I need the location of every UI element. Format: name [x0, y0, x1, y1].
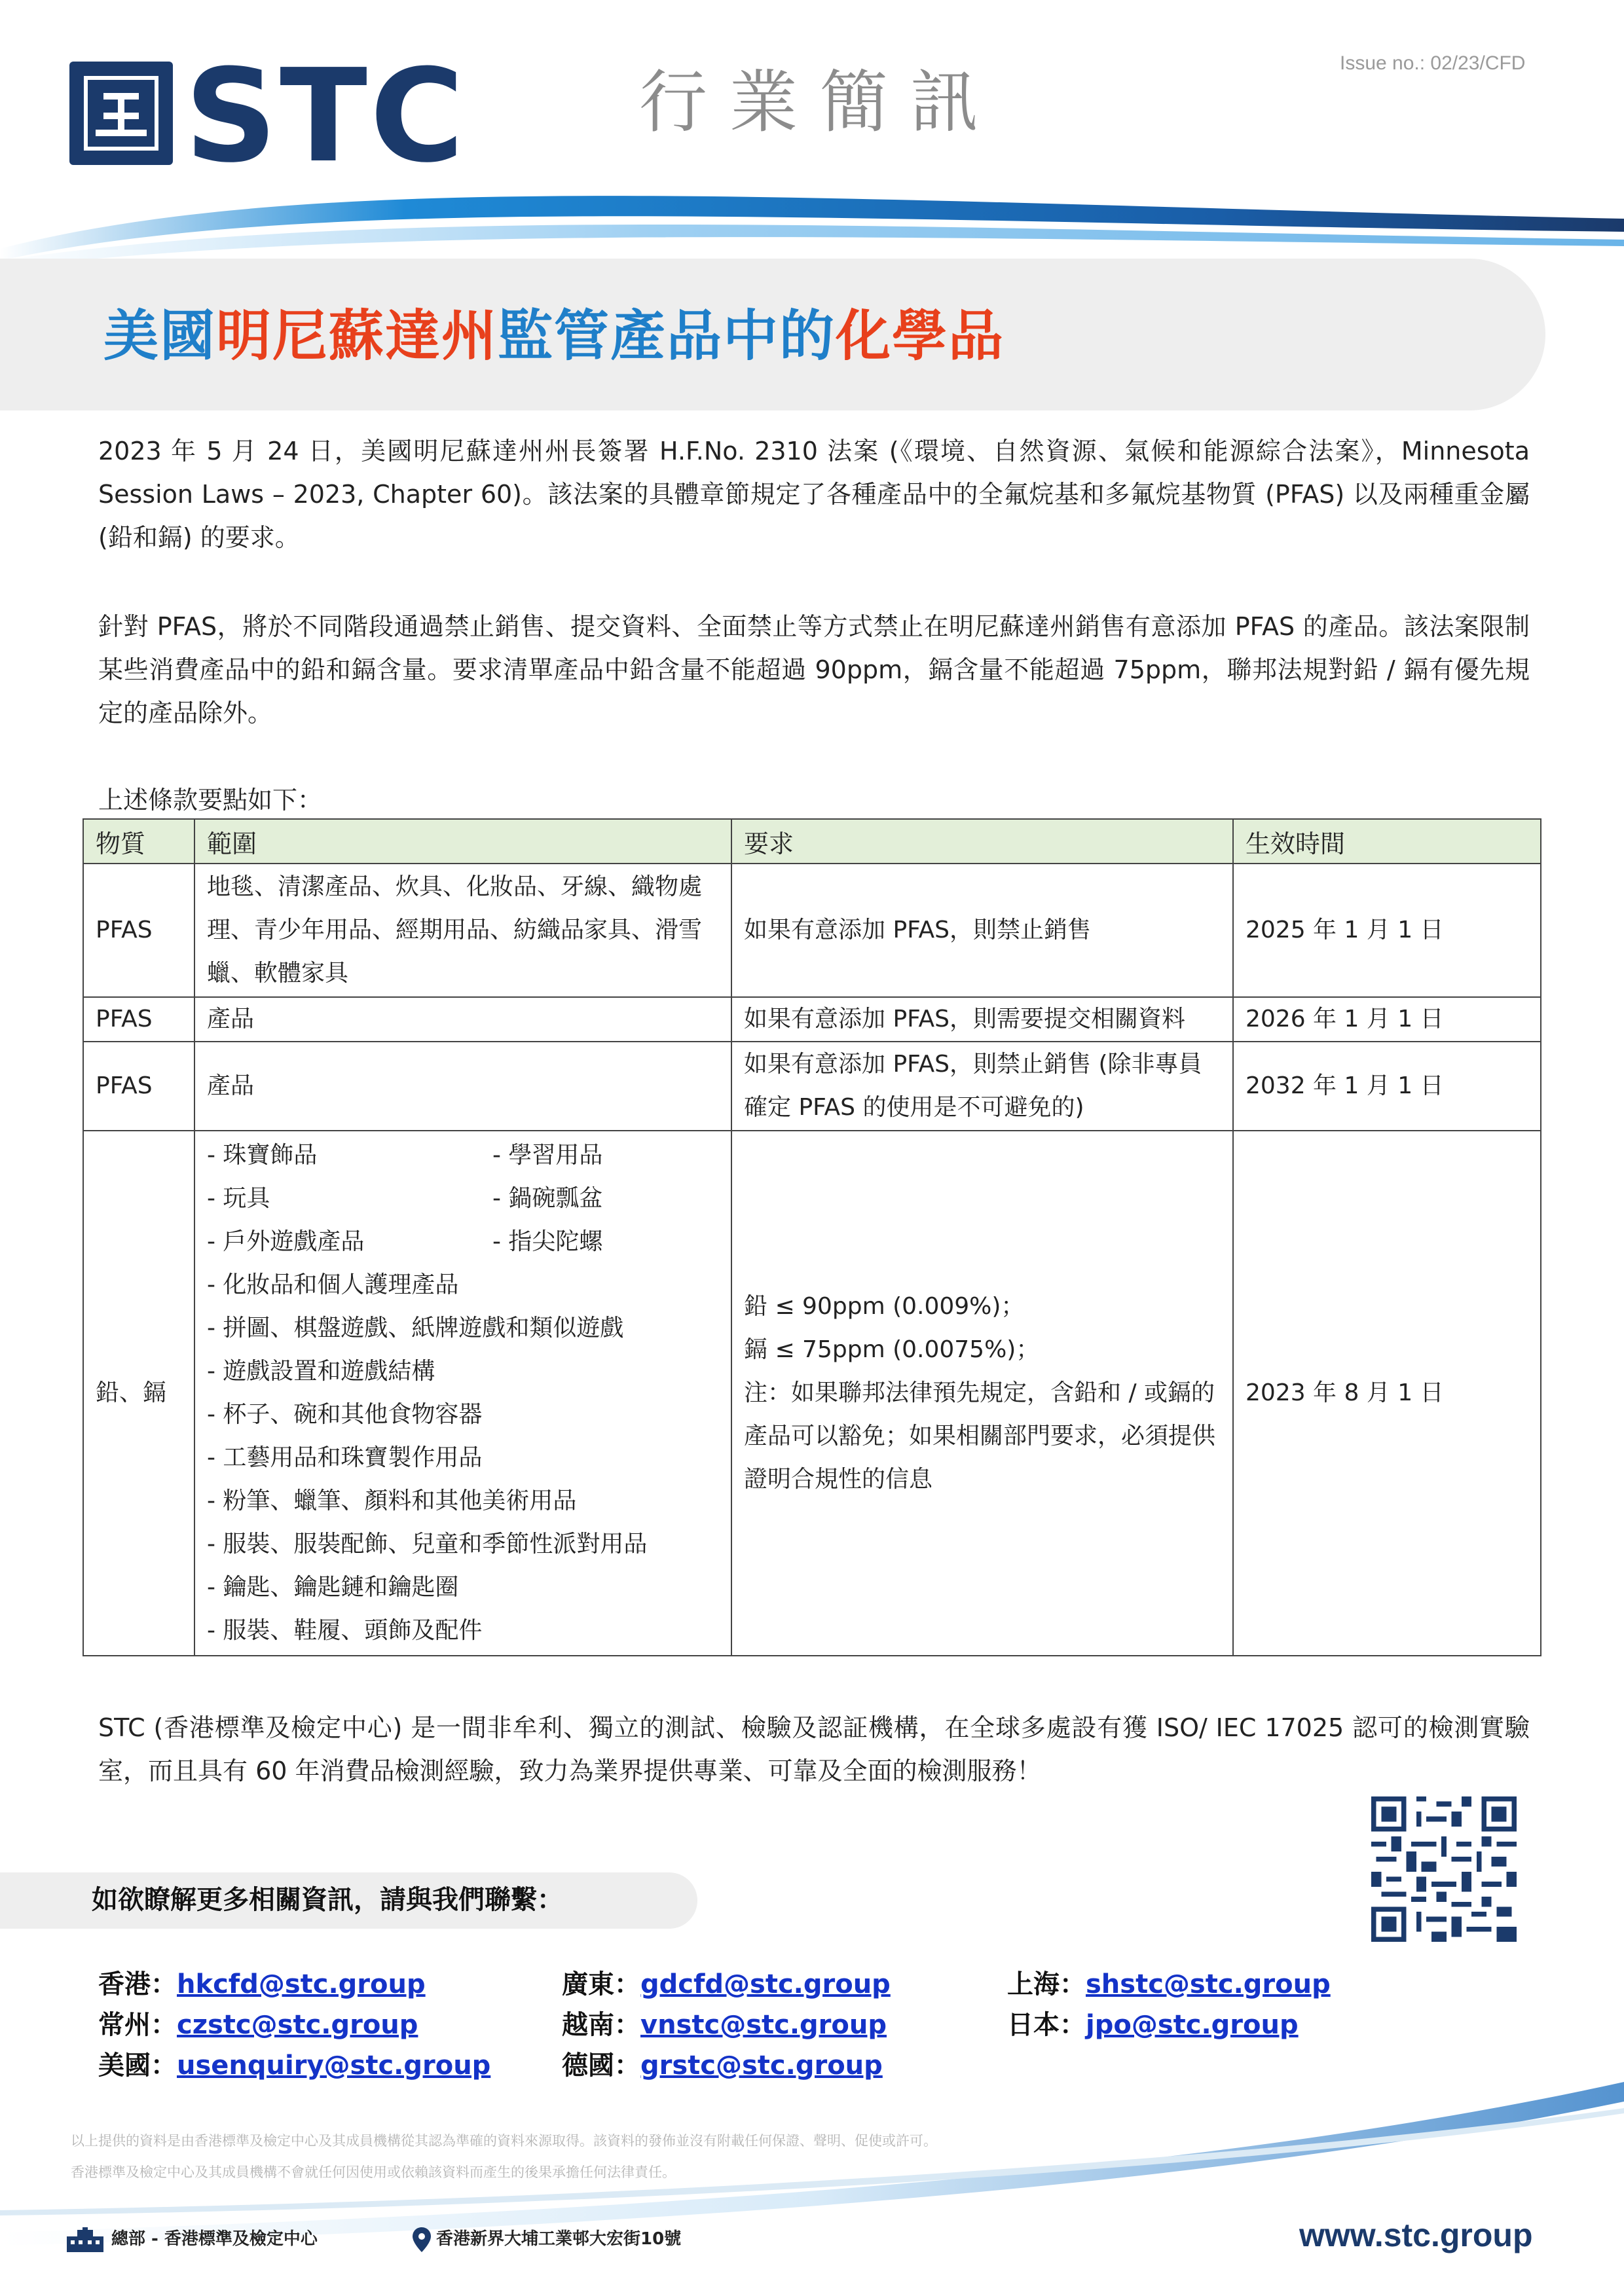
contact-vietnam — [562, 2005, 887, 2045]
scope-item: - 玩具 — [207, 1185, 270, 1212]
newsletter-header-title: 行業簡訊 — [639, 62, 1001, 142]
cell-effective-date: 2023 年 8 月 1 日 — [1233, 1131, 1541, 1656]
email-link-changzhou[interactable]: czstc@stc.group — [177, 2010, 418, 2040]
table-row — [83, 1131, 1541, 1656]
header-requirement: 要求 — [731, 819, 1233, 864]
building-icon — [65, 2227, 105, 2252]
contact-region: 香港： — [98, 1969, 177, 1999]
disclaimer-line-2: 香港標準及檢定中心及其成員機構不會就任何因使用或依賴該資料而產生的後果承擔任何法律責任。 — [71, 2164, 676, 2180]
list-item: - 工藝用品和珠寶製作用品 — [207, 1444, 483, 1471]
requirement-cadmium-limit: 鎘 ≤ 75ppm (0.0075%)； — [744, 1336, 1040, 1363]
scope-list — [207, 1134, 719, 1652]
scope-item: - 戶外遊戲產品 — [207, 1228, 365, 1255]
footer-hq-label: 總部 - 香港標準及檢定中心 — [111, 2229, 318, 2249]
cell-requirement: 如果有意添加 PFAS，則禁止銷售 (除非專員確定 PFAS 的使用是不可避免的) — [731, 1042, 1233, 1131]
intro-paragraph: 2023 年 5 月 24 日，美國明尼蘇達州州長簽署 H.F.No. 2310 法案 (《環境、自然資源、氣候和能源綜合法案》，Minnesota Session Laws – 2023, Chapter 60)。該法案的具體章節規定了各種產品中的全氟烷基和多氟烷基物質 (PFAS) 以及兩種重金屬 (鉛和鎘) 的要求。 — [98, 437, 1530, 552]
location-pin-icon — [413, 2227, 431, 2252]
scope-item: - 珠寶飾品 — [207, 1142, 318, 1169]
email-link-usa[interactable]: usenquiry@stc.group — [177, 2050, 491, 2081]
table-row — [83, 1042, 1541, 1131]
table-row — [83, 864, 1541, 997]
list-item — [207, 1177, 719, 1220]
contact-japan — [1007, 2005, 1299, 2045]
contact-region: 常州： — [98, 2010, 177, 2040]
header-effective-date: 生效時間 — [1233, 819, 1541, 864]
footer-website-link[interactable]: www.stc.group — [1299, 2217, 1533, 2253]
footer-wave-graphic — [0, 2082, 1624, 2296]
cell-substance: PFAS — [83, 1042, 194, 1131]
table-header-row — [83, 819, 1541, 864]
requirement-note: 注：如果聯邦法律預先規定，含鉛和 / 或鎘的產品可以豁免；如果相關部門要求，必須提供證明合規性的信息 — [744, 1379, 1216, 1493]
list-item: - 服裝、鞋履、頭飾及配件 — [207, 1617, 483, 1644]
footer-headquarters — [65, 2226, 318, 2252]
list-item: - 化妝品和個人護理產品 — [207, 1271, 459, 1298]
about-stc-paragraph: STC (香港標準及檢定中心) 是一間非牟利、獨立的測試、檢驗及認証機構，在全球多處設有獲 ISO/ IEC 17025 認可的檢測實驗室，而且具有 60 年消費品檢測經驗，致力為業界提供專業、可靠及全面的檢測服務！ — [98, 1713, 1530, 1785]
header-scope: 範圍 — [194, 819, 731, 864]
contact-hong-kong — [98, 1964, 426, 2005]
list-item: - 粉筆、蠟筆、顏料和其他美術用品 — [207, 1487, 577, 1514]
contact-heading: 如欲瞭解更多相關資訊，請與我們聯繫： — [92, 1885, 563, 1915]
title-part-4: 化學品 — [836, 304, 1005, 368]
qr-code-icon[interactable] — [1371, 1796, 1517, 1942]
cell-substance: PFAS — [83, 997, 194, 1042]
header-substance: 物質 — [83, 819, 194, 864]
scope-item: - 指尖陀螺 — [492, 1228, 603, 1255]
cell-requirement: 如果有意添加 PFAS，則禁止銷售 — [731, 864, 1233, 997]
contact-region: 越南： — [562, 2010, 640, 2040]
footer-address-text: 香港新界大埔工業邨大宏街10號 — [436, 2229, 682, 2249]
email-link-guangdong[interactable]: gdcfd@stc.group — [640, 1969, 891, 1999]
table-row — [83, 997, 1541, 1042]
stc-logo-text: STC — [185, 42, 467, 191]
cell-requirement: 如果有意添加 PFAS，則需要提交相關資料 — [731, 997, 1233, 1042]
cell-effective-date: 2025 年 1 月 1 日 — [1233, 864, 1541, 997]
stc-logo — [69, 42, 467, 191]
list-item: - 遊戲設置和遊戲結構 — [207, 1358, 435, 1385]
page-title — [103, 300, 1005, 372]
pfas-paragraph: 針對 PFAS，將於不同階段通過禁止銷售、提交資料、全面禁止等方式禁止在明尼蘇達州銷售有意添加 PFAS 的產品。該法案限制某些消費產品中的鉛和鎘含量。要求清單產品中鉛含量不能超過 90ppm，鎘含量不能超過 75ppm，聯邦法規對鉛 / 鎘有優先規定的產品除外。 — [98, 612, 1530, 727]
contact-usa — [98, 2045, 490, 2086]
list-item: - 鑰匙、鑰匙鏈和鑰匙圈 — [207, 1574, 459, 1601]
contact-guangdong — [562, 1964, 891, 2005]
cell-scope: 地毯、清潔產品、炊具、化妝品、牙線、織物處理、青少年用品、經期用品、紡織品家具、滑雪蠟、軟體家具 — [194, 864, 731, 997]
cell-scope: 產品 — [194, 1042, 731, 1131]
contact-shanghai — [1007, 1964, 1331, 2005]
contact-region: 德國： — [562, 2050, 640, 2081]
issue-number: Issue no.: 02/23/CFD — [1340, 52, 1526, 74]
cell-substance: 鉛、鎘 — [83, 1131, 194, 1656]
header-swoosh-graphic — [0, 177, 1624, 268]
contact-region: 廣東： — [562, 1969, 640, 1999]
requirement-lead-limit: 鉛 ≤ 90ppm (0.009%)； — [744, 1293, 1025, 1320]
cell-effective-date: 2032 年 1 月 1 日 — [1233, 1042, 1541, 1131]
list-item: - 杯子、碗和其他食物容器 — [207, 1401, 483, 1428]
email-link-hong-kong[interactable]: hkcfd@stc.group — [177, 1969, 426, 1999]
email-link-shanghai[interactable]: shstc@stc.group — [1086, 1969, 1331, 1999]
cell-requirement — [731, 1131, 1233, 1656]
regulation-table — [83, 818, 1541, 1656]
scope-item: - 鍋碗瓢盆 — [492, 1185, 603, 1212]
cell-substance: PFAS — [83, 864, 194, 997]
contact-germany — [562, 2045, 883, 2086]
list-item: - 服裝、服裝配飾、兒童和季節性派對用品 — [207, 1531, 648, 1558]
list-item — [207, 1220, 719, 1264]
contact-changzhou — [98, 2005, 418, 2045]
email-link-vietnam[interactable]: vnstc@stc.group — [640, 2010, 887, 2040]
cell-scope: 產品 — [194, 997, 731, 1042]
email-link-germany[interactable]: grstc@stc.group — [640, 2050, 883, 2081]
cell-effective-date: 2026 年 1 月 1 日 — [1233, 997, 1541, 1042]
disclaimer-line-1: 以上提供的資料是由香港標準及檢定中心及其成員機構從其認為準確的資料來源取得。該資料的發佈並沒有附載任何保證、聲明、促使或許可。 — [71, 2133, 937, 2149]
footer-address — [413, 2226, 681, 2252]
list-item: - 拼圖、棋盤遊戲、紙牌遊戲和類似遊戲 — [207, 1315, 624, 1341]
title-part-1: 美國 — [103, 304, 217, 368]
table-caption: 上述條款要點如下： — [98, 786, 323, 814]
title-part-2: 明尼蘇達州 — [216, 304, 498, 368]
contact-region: 日本： — [1007, 2010, 1086, 2040]
contact-region: 上海： — [1007, 1969, 1086, 1999]
email-link-japan[interactable]: jpo@stc.group — [1086, 2010, 1299, 2040]
stc-logo-mark-icon — [69, 62, 173, 165]
contact-region: 美國： — [98, 2050, 177, 2081]
cell-scope — [194, 1131, 731, 1656]
scope-item: - 學習用品 — [492, 1142, 603, 1169]
title-part-3: 監管產品中的 — [498, 304, 836, 368]
list-item — [207, 1134, 719, 1177]
